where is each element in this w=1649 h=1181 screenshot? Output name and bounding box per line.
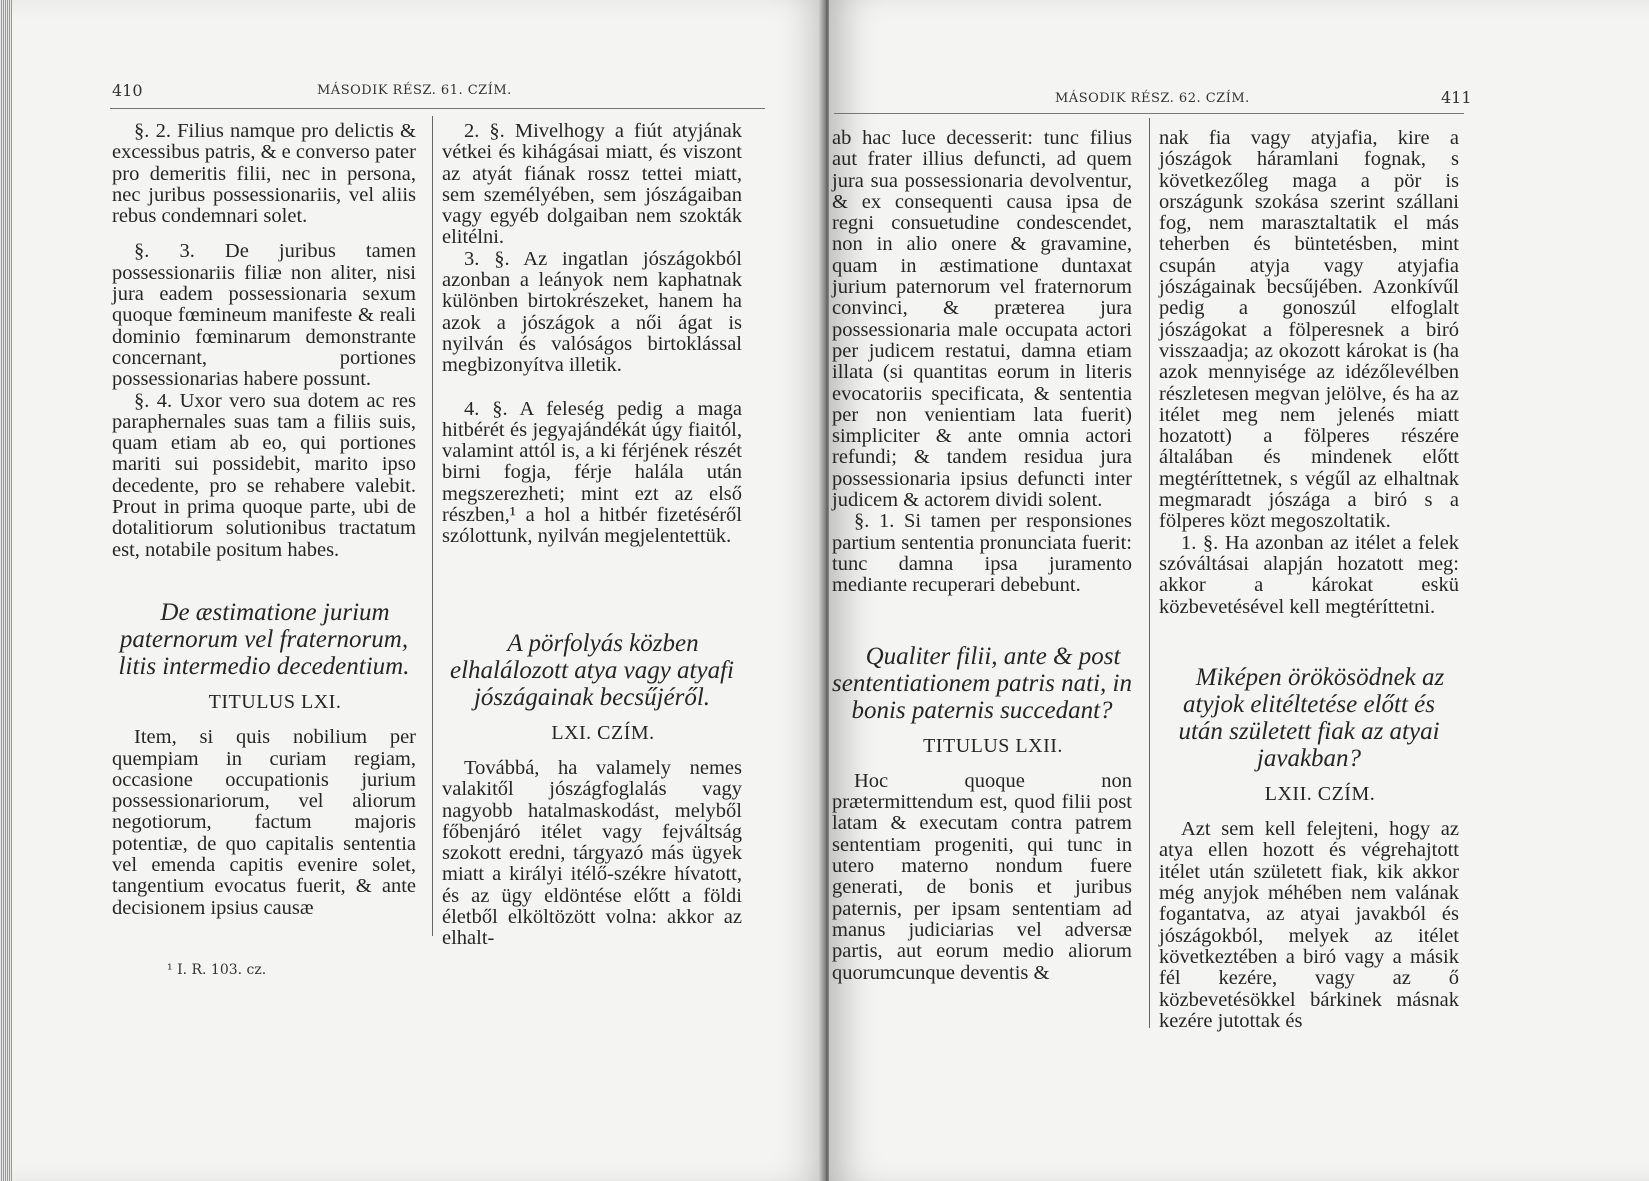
hungarian-para-continued: nak fia vagy atyjafia, kire a jószágok háramlani fognak, s következőleg maga a pör is országunk szokása szerint szállani fog, nem marasztaltatik el más teherben és büntetésben, mint csupán atyja vagy atyjafia jószágainak becsűjében. Azonkívűl pedig a gonoszúl elfoglalt jószágokat a fölperesnek a biró visszaadja; az okozott károkat is (ha azok mennyisége az idézőlevélben részletesen megvan jelölve, és ha az itélet meg nem jelenés miatt hozatott) a fölperes részére általában és mindenek előtt megtéríttetnek, s végűl az elhaltnak megmaradt jószága a biró s a fölperes közt megoszoltatik. <box>1159 127 1459 533</box>
left-hungarian-column <box>442 121 742 950</box>
right-latin-column <box>832 128 1132 984</box>
right-page-number: 411 <box>1441 88 1472 107</box>
titulus-61: TITULUS LXI. <box>208 690 342 713</box>
latin-para-2: §. 2. Filius namque pro delictis & excessibus patris, & e converso pater pro demeritis filii, nec in persona, nec juribus possessionariis, vel aliis rebus condemnari solet. <box>112 120 416 228</box>
hungarian-para-3: 3. §. Az ingatlan jószágokból azonban a leányok nem kaphatnak különben birtokrészeket, hanem ha azok a jószágok a női ágat is nyilván és valóságos birtoklással megbizonyítva illetik. <box>442 247 742 377</box>
right-running-head: MÁSODIK RÉSZ. 62. CZÍM. <box>1055 91 1250 106</box>
hungarian-para-s1: 1. §. Ha azonban az itélet a felek szóváltásai alapján hozatott meg: akkor a károkat eskü közbevetésével kell megtéríttetni. <box>1159 531 1459 618</box>
hungarian-para-2: 2. §. Mivelhogy a fiút atyjának vétkei és kihágásai miatt, és viszont az atyát fiának rossz tettei miatt, sem személyében, sem jószágaiban vagy egyéb dolgaiban nem szokták elitélni. <box>442 120 742 249</box>
right-hungarian-column <box>1159 128 1459 1032</box>
right-page <box>829 0 1649 1181</box>
hungarian-body-61: Továbbá, ha valamely nemes valakitől jószágfoglalás vagy nagyobb hatalmaskodást, melyből főbenjáró itélet vagy fejváltság szokott eredni, tárgyazó más ügyek miatt a királyi itélő-székre hívatott, és az ügy eldöntése előtt a földi életből elköltözött volna: akkor az elhalt- <box>442 756 742 950</box>
latin-heading-61: De æstimatione jurium paternorum vel fraternorum, litis intermedio decedentium. <box>118 598 410 680</box>
latin-para-3: §. 3. De juribus tamen possessionariis filiæ non aliter, nisi jura eadem possessionaria sexum quoque fœmineum manifeste & reali dominio fœminarum demonstrante concernant, portiones possessionarias habere possunt. <box>112 240 416 391</box>
left-column-divider <box>432 116 433 936</box>
left-page <box>12 0 827 1181</box>
latin-para-s1: §. 1. Si tamen per responsiones partium sententia pronunciata fuerit: tunc damna ipsa juramento mediante recuperari debebunt. <box>832 510 1132 597</box>
right-column-divider <box>1149 118 1150 1028</box>
titulus-62: TITULUS LXII. <box>923 734 1063 757</box>
latin-body-61: Item, si quis nobilium per quempiam in curiam regiam, occasione occupationis jurium possessionariorum, vel aliorum negotiorum, factum majoris potentiæ, de quo capitalis sententia vel emenda capitis evenire solet, tangentium evocatus fuerit, & ante decisionem ipsius causæ <box>112 726 416 919</box>
left-header-rule <box>110 108 765 109</box>
right-header-rule <box>834 113 1464 114</box>
latin-heading-62: Qualiter filii, ante & post sententiationem patris nati, in bonis paternis succedant? <box>832 642 1132 724</box>
hungarian-heading-61: A pörfolyás közben elhalálozott atya vagy atyafi jószágainak becsűjéről. <box>450 629 734 711</box>
hungarian-body-62: Azt sem kell felejteni, hogy az atya ellen hozott és végrehajtott itélet után született fiak, kik akkor még anyjok méhében nem valának fogantatva, az atyai javakból és jószágokból, melyek az itélet következtében a biró vagy a másik fél kezére, vagy az ő közbevetésökkel bárkinek másnak kezére jutottak és <box>1159 818 1459 1032</box>
hungarian-para-4: 4. §. A feleség pedig a maga hitbérét és jegyajándékát úgy fiaitól, valamint attól is, a ki férjének részét birni fogja, férje halála után megszerezheti; mint ezt az első részben,¹ a hol a hitbér fizetéséről szólottunk, nyilván megjelentettük. <box>442 397 742 548</box>
latin-body-62: Hoc quoque non prætermittendum est, quod filii post latam & executam contra patrem sententiam progeniti, qui tunc in utero materno nondum fuere generati, de bonis et juribus paternis, per ipsam sententiam ad manus judiciarias vel adversæ partis, aut eorum medio aliorum quorumcunque deventis & <box>832 769 1132 984</box>
left-latin-column <box>112 121 416 919</box>
latin-para-continued: ab hac luce decesserit: tunc filius aut frater illius defuncti, ad quem jura sua possessionaria devolventur, & ex consequenti causa ipsa de regni consuetudine condescendet, non in alio onere & gravamine, quam in æstimatione duntaxat jurium paternorum vel fraternorum convinci, & præterea jura possessionaria male occupata actori per judicem restatui, damna etiam illata (si quantitas eorum in literis evocatoriis specificata, & sententia per non venientiam lata fuerit) simpliciter & ante omnia actori refundi; & tandem residua jura possessionaria ipsius defuncti inter judicem & actorem dividi solent. <box>832 127 1132 512</box>
czim-61: LXI. CZÍM. <box>551 721 655 744</box>
czim-62: LXII. CZÍM. <box>1264 782 1376 805</box>
hungarian-heading-62: Miképen örökösödnek az atyjok elitéltetése előtt és után született fiak az atyai javakban? <box>1178 663 1445 772</box>
left-running-head: MÁSODIK RÉSZ. 61. CZÍM. <box>317 83 512 98</box>
left-page-number: 410 <box>112 81 143 100</box>
latin-para-4: §. 4. Uxor vero sua dotem ac res paraphernales suas tam a filiis suis, quam etiam ab eo, qui portiones mariti sui possidebit, marito ipso decedente, pro se rehabere valebit. Prout in prima quoque parte, ubi de dotalitiorum solutionibus tractatum est, notabile positum habes. <box>112 389 416 561</box>
page-edges <box>0 0 12 1181</box>
footnote: ¹ I. R. 103. cz. <box>167 962 267 978</box>
